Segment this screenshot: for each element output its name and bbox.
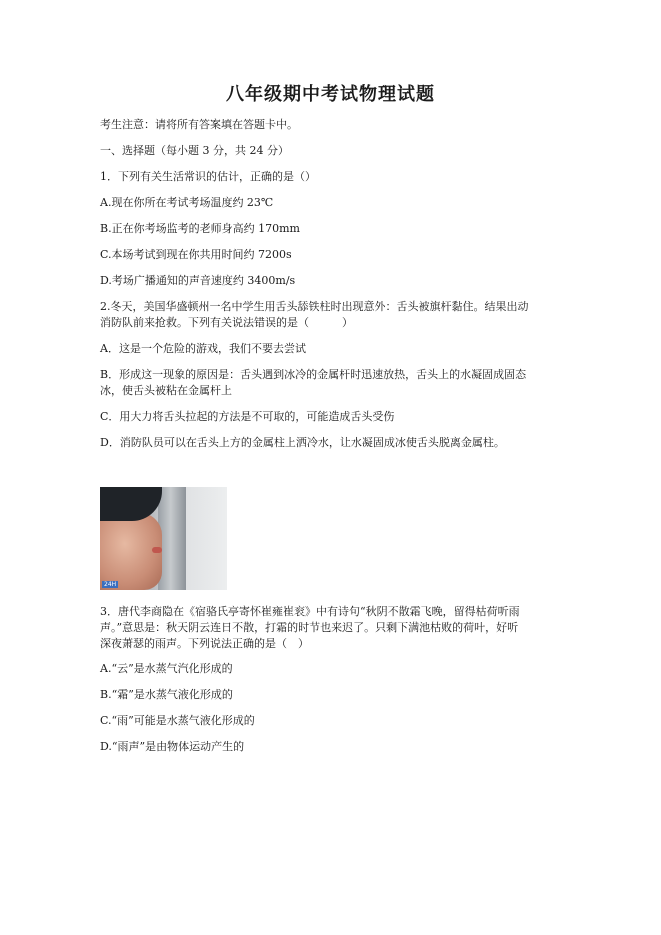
question-2-stem-line-1: 2.冬天，美国华盛顿州一名中学生用舌头舔铁柱时出现意外：舌头被旗杆黏住。结果出动 (100, 300, 529, 313)
question-1-stem: 1．下列有关生活常识的估计，正确的是（） (100, 170, 316, 183)
question-2-stem-line-2: 消防队前来抢救。下列有关说法错误的是（ ） (100, 316, 353, 329)
question-3-option-d: D.“雨声”是由物体运动产生的 (100, 740, 245, 753)
question-2-option-c: C．用大力将舌头拉起的方法是不可取的，可能造成舌头受伤 (100, 410, 395, 423)
question-1-option-c: C.本场考试到现在你共用时间约 7200s (100, 248, 292, 261)
tongue-on-pole-photo (100, 487, 227, 590)
question-2-option-b-continued: 冰，使舌头被粘在金属杆上 (100, 384, 232, 397)
question-2-option-b: B．形成这一现象的原因是：舌头遇到冰冷的金属杆时迅速放热，舌头上的水凝固成固态 (100, 368, 527, 381)
tongue (152, 547, 162, 553)
exam-notice: 考生注意：请将所有答案填在答题卡中。 (100, 118, 298, 131)
page-title: 八年级期中考试物理试题 (226, 84, 435, 105)
question-3-option-c: C.“雨”可能是水蒸气液化形成的 (100, 714, 255, 727)
section-heading: 一、选择题（每小题 3 分，共 24 分） (100, 144, 289, 157)
metal-pole (158, 487, 186, 590)
question-1-option-a: A.现在你所在考试考场温度约 23℃ (100, 196, 274, 209)
question-3-stem-line-3: 深夜萧瑟的雨声。下列说法正确的是（ ） (100, 637, 309, 650)
question-3-option-a: A.“云”是水蒸气汽化形成的 (100, 662, 233, 675)
question-3-stem-line-2: 声。”意思是：秋天阴云连日不散，打霜的时节也来迟了。只剩下满池枯败的荷叶，好听 (100, 621, 519, 634)
question-2-option-a: A．这是一个危险的游戏，我们不要去尝试 (100, 342, 306, 355)
question-1-option-b: B.正在你考场监考的老师身高约 170mm (100, 222, 300, 235)
tv-channel-logo: 24H (104, 581, 117, 588)
question-3-stem-line-1: 3．唐代李商隐在《宿骆氏亭寄怀崔雍崔衮》中有诗句“秋阴不散霜飞晚，留得枯荷听雨 (100, 605, 520, 618)
question-3-option-b: B.“霜”是水蒸气液化形成的 (100, 688, 233, 701)
question-1-option-d: D.考场广播通知的声音速度约 3400m/s (100, 274, 296, 287)
question-2-option-d: D．消防队员可以在舌头上方的金属柱上洒冷水，让水凝固成冰使舌头脱离金属柱。 (100, 436, 505, 449)
